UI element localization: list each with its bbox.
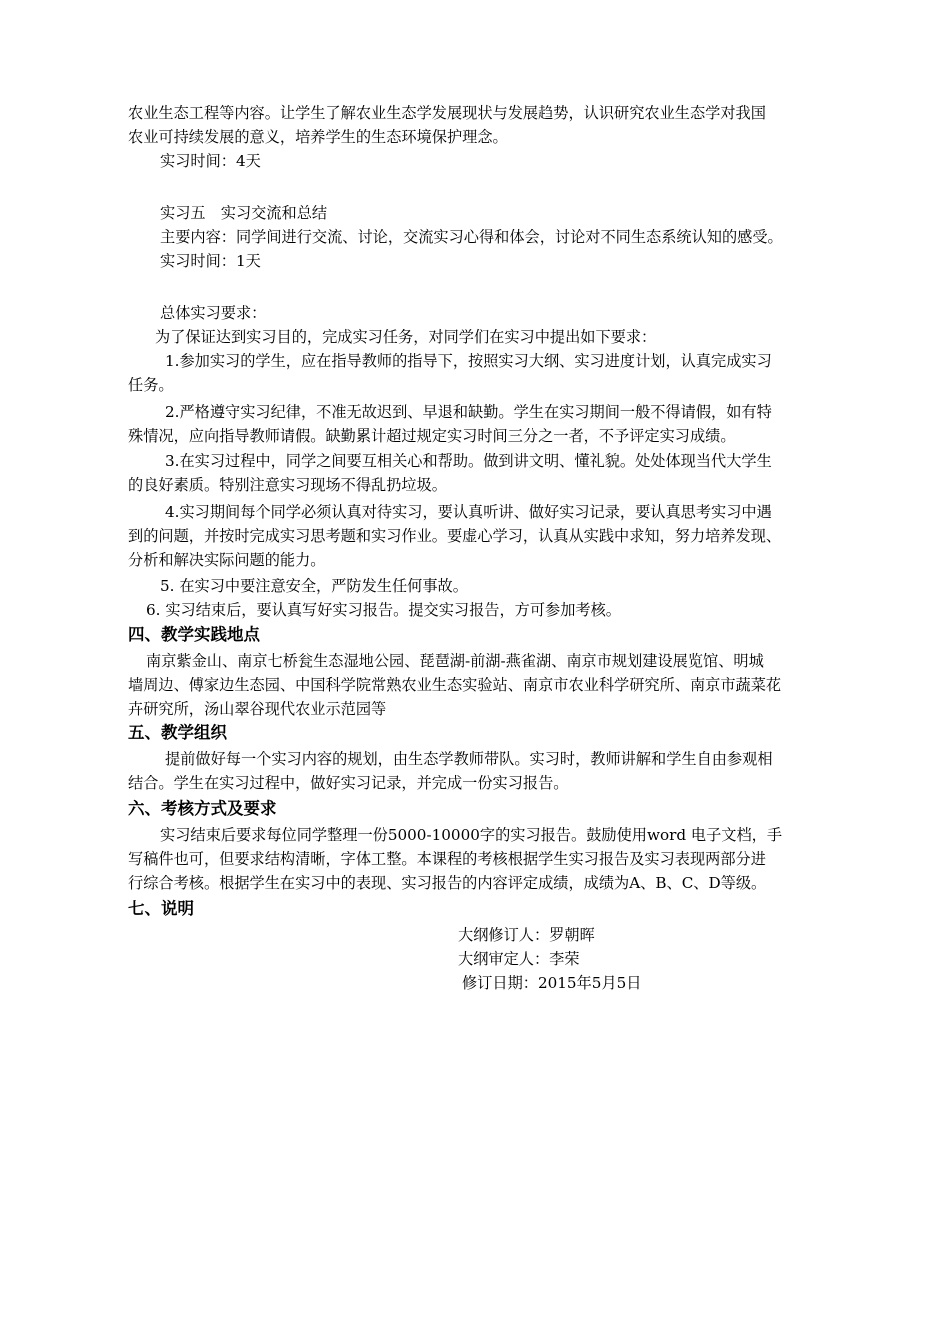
requirement-4: 4.实习期间每个同学必须认真对待实习，要认真听讲、做好实习记录，要认真思考实习中遇: [165, 503, 772, 521]
requirement-1: 1.参加实习的学生，应在指导教师的指导下，按照实习大纲、实习进度计划，认真完成实习: [165, 352, 772, 370]
requirements-intro: 为了保证达到实习目的，完成实习任务，对同学们在实习中提出如下要求：: [155, 328, 657, 346]
requirement-3: 3.在实习过程中，同学之间要互相关心和帮助。做到讲文明、懂礼貌。处处体现当代大学生: [165, 452, 772, 470]
reviser-line: 大纲修订人：罗朝晖: [458, 926, 595, 944]
requirements-title: 总体实习要求：: [160, 304, 267, 322]
requirement-2: 2.严格遵守实习纪律，不准无故迟到、早退和缺勤。学生在实习期间一般不得请假，如有特: [165, 403, 772, 421]
requirement-4-cont: 分析和解决实际问题的能力。: [128, 551, 326, 569]
section-heading: 六、考核方式及要求: [128, 799, 277, 818]
section-heading: 四、教学实践地点: [128, 625, 260, 644]
section-heading: 七、说明: [128, 899, 194, 918]
requirement-1-cont: 任务。: [128, 376, 174, 394]
requirement-2-cont: 殊情况，应向指导教师请假。缺勤累计超过规定实习时间三分之一者，不予评定实习成绩。: [128, 427, 736, 445]
paragraph-line: 卉研究所，汤山翠谷现代农业示范园等: [128, 700, 387, 718]
paragraph-line: 墙周边、傅家边生态园、中国科学院常熟农业生态实验站、南京市农业科学研究所、南京市蔬菜花: [128, 676, 782, 694]
revision-date: 修订日期：2015年5月5日: [462, 974, 642, 992]
paragraph-line: 写稿件也可，但要求结构清晰，字体工整。本课程的考核根据学生实习报告及实习表现两部分进: [128, 850, 766, 868]
approver-line: 大纲审定人：李荣: [458, 950, 580, 968]
paragraph-line: 农业可持续发展的意义，培养学生的生态环境保护理念。: [128, 128, 508, 146]
section-heading: 五、教学组织: [128, 723, 227, 742]
paragraph-line: 农业生态工程等内容。让学生了解农业生态学发展现状与发展趋势，认识研究农业生态学对我国: [128, 104, 766, 122]
practice-5-title: 实习五 实习交流和总结: [160, 204, 328, 222]
requirement-5: 5. 在实习中要注意安全，严防发生任何事故。: [160, 577, 468, 595]
practice-5-time: 实习时间：1天: [160, 252, 261, 270]
paragraph-line: 结合。学生在实习过程中，做好实习记录，并完成一份实习报告。: [128, 774, 569, 792]
practice-5-content: 主要内容：同学间进行交流、讨论，交流实习心得和体会，讨论对不同生态系统认知的感受。: [160, 228, 783, 246]
paragraph-line: 行综合考核。根据学生在实习中的表现、实习报告的内容评定成绩，成绩为A、B、C、D等级。: [128, 874, 767, 892]
requirement-3-cont: 的良好素质。特别注意实习现场不得乱扔垃圾。: [128, 476, 447, 494]
paragraph-line: 南京紫金山、南京七桥瓮生态湿地公园、琵琶湖-前湖-燕雀湖、南京市规划建设展览馆、明城: [146, 652, 764, 670]
paragraph-line: 提前做好每一个实习内容的规划，由生态学教师带队。实习时，教师讲解和学生自由参观相: [165, 750, 773, 768]
requirement-4-cont: 到的问题，并按时完成实习思考题和实习作业。要虚心学习，认真从实践中求知，努力培养发现、: [128, 527, 782, 545]
requirement-6: 6. 实习结束后，要认真写好实习报告。提交实习报告，方可参加考核。: [146, 601, 621, 619]
practice-time: 实习时间：4天: [160, 152, 261, 170]
paragraph-line: 实习结束后要求每位同学整理一份5000-10000字的实习报告。鼓励使用word 电子文档，手: [160, 826, 783, 844]
